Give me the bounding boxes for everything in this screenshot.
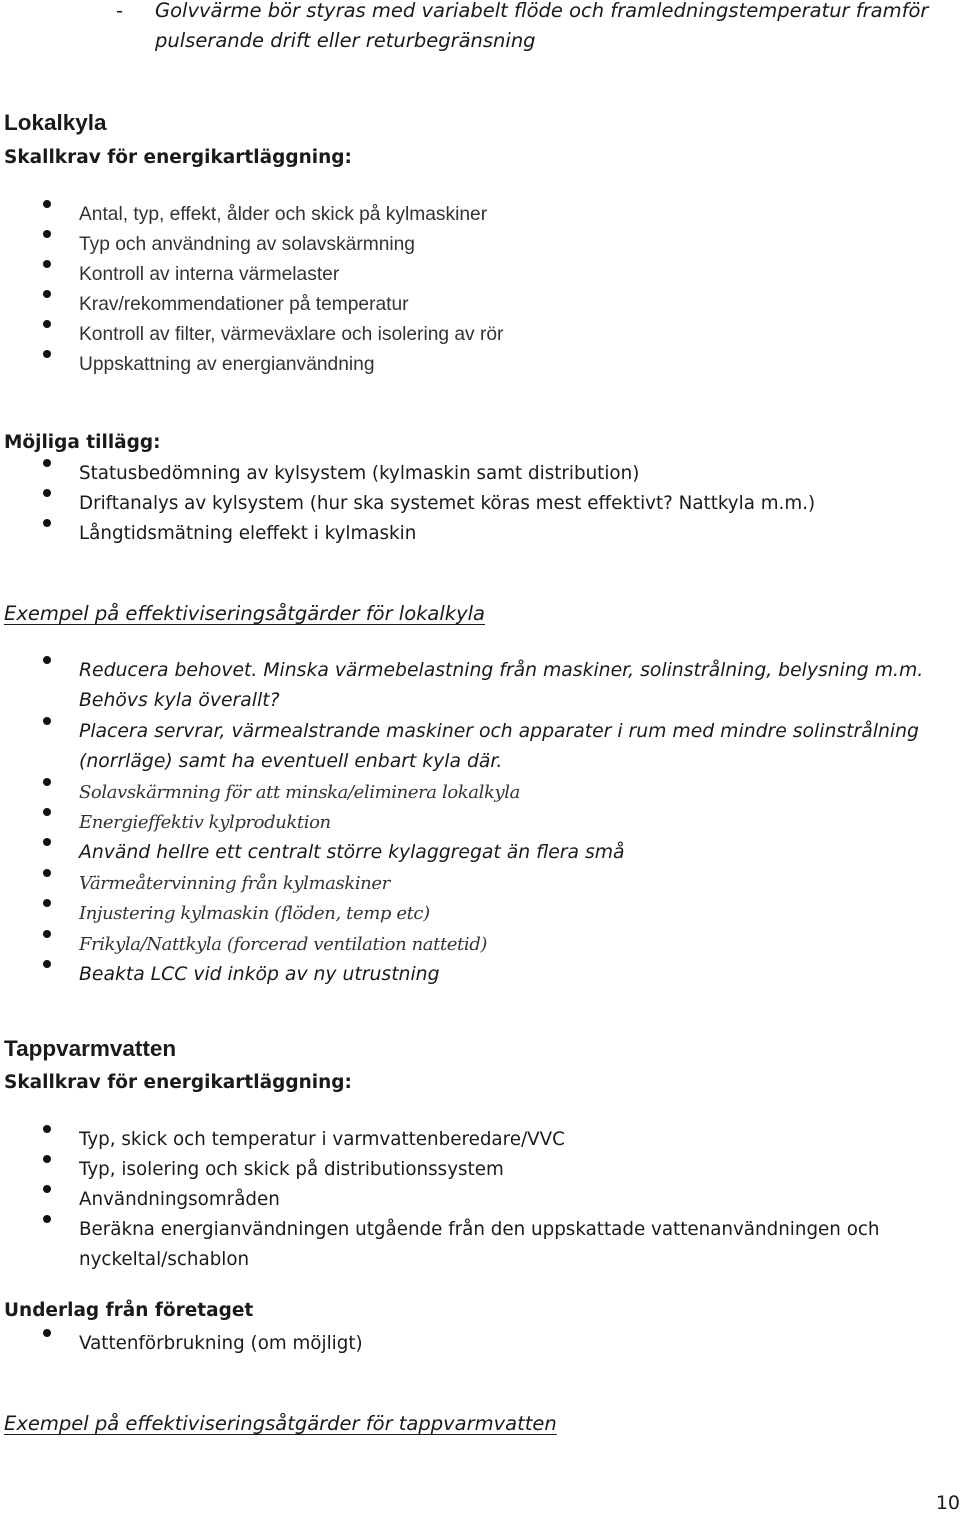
section-title-lokalkyla: Lokalkyla (4, 110, 107, 135)
list-item-text: Kontroll av filter, värmeväxlare och isolering av rör (79, 324, 504, 345)
bullet-icon (43, 717, 51, 725)
list-item (0, 656, 960, 717)
lokalkyla-additions-list (0, 459, 960, 549)
list-item (0, 717, 960, 778)
bullet-icon (43, 320, 51, 328)
lokalkyla-additions-heading: Möjliga tillägg: (4, 432, 161, 453)
lokalkyla-requirements-heading: Skallkrav för energikartläggning: (4, 147, 352, 168)
bullet-icon (43, 1329, 51, 1337)
list-item-text: Långtidsmätning eleffekt i kylmaskin (79, 523, 417, 544)
bullet-icon (43, 656, 51, 664)
bullet-icon (43, 869, 51, 877)
tappvarmvatten-company-list (0, 1329, 960, 1359)
list-item (0, 1125, 960, 1155)
list-item-text: Frikyla/Nattkyla (forcerad ventilation nattetid) (79, 933, 487, 955)
bullet-icon (43, 838, 51, 846)
bullet-icon (43, 200, 51, 208)
bullet-icon (43, 808, 51, 816)
list-item-text: Beakta LCC vid inköp av ny utrustning (79, 964, 440, 986)
list-item (0, 960, 960, 990)
list-item (0, 320, 960, 350)
list-item (0, 290, 960, 320)
bullet-icon (43, 1125, 51, 1133)
page-number: 10 (935, 1492, 960, 1514)
list-item-text: Krav/rekommendationer på temperatur (79, 294, 409, 315)
list-item (0, 1329, 960, 1359)
intro-text: Golvvärme bör styras med variabelt flöde och framledningstemperatur framför pulserande drift eller returbegränsning (155, 0, 929, 52)
list-item-text: Typ och användning av solavskärmning (79, 234, 415, 255)
list-item (0, 869, 960, 899)
bullet-icon (43, 489, 51, 497)
list-item-text: Uppskattning av energianvändning (79, 354, 375, 375)
list-item (0, 230, 960, 260)
tappvarmvatten-company-heading: Underlag från företaget (4, 1300, 254, 1321)
lokalkyla-measures-list (0, 656, 960, 990)
bullet-icon (43, 350, 51, 358)
list-item-text: Statusbedömning av kylsystem (kylmaskin samt distribution) (79, 463, 640, 484)
list-item (0, 1185, 960, 1215)
bullet-icon (43, 230, 51, 238)
bullet-icon (43, 260, 51, 268)
list-item (0, 200, 960, 230)
lokalkyla-requirements-list (0, 200, 960, 380)
list-item (0, 459, 960, 489)
list-item (0, 1215, 960, 1275)
list-item-text: Typ, isolering och skick på distributionssystem (79, 1159, 504, 1180)
list-item-text: Placera servrar, värmealstrande maskiner och apparater i rum med mindre solinstrålning (norrläge) samt ha eventuell enbart kyla där. (79, 720, 919, 773)
bullet-icon (43, 778, 51, 786)
list-item-text: Vattenförbrukning (om möjligt) (79, 1333, 363, 1354)
list-item-text: Användningsområden (79, 1189, 280, 1210)
bullet-icon (43, 899, 51, 907)
bullet-icon (43, 1185, 51, 1193)
list-item-text: Typ, skick och temperatur i varmvattenberedare/VVC (79, 1129, 565, 1150)
list-item (0, 260, 960, 290)
tappvarmvatten-requirements-heading: Skallkrav för energikartläggning: (4, 1072, 352, 1093)
bullet-icon (43, 459, 51, 467)
bullet-icon (43, 930, 51, 938)
list-item (0, 808, 960, 838)
list-item-text: Antal, typ, effekt, ålder och skick på kylmaskiner (79, 204, 488, 225)
bullet-icon (43, 519, 51, 527)
list-item-text: Värmeåtervinning från kylmaskiner (79, 872, 390, 894)
list-item (0, 1155, 960, 1185)
bullet-icon (43, 960, 51, 968)
section-title-tappvarmvatten: Tappvarmvatten (4, 1036, 177, 1061)
list-item-text: Beräkna energianvändningen utgående från den uppskattade vattenanvändningen och nyckeltal/schablon (79, 1219, 880, 1270)
list-item (0, 489, 960, 519)
bullet-icon (43, 1155, 51, 1163)
list-item (0, 838, 960, 868)
list-item-text: Solavskärmning för att minska/eliminera lokalkyla (79, 781, 520, 803)
lokalkyla-measures-heading: Exempel på effektiviseringsåtgärder för lokalkyla (4, 602, 485, 625)
bullet-icon (43, 1215, 51, 1223)
bullet-icon (43, 290, 51, 298)
list-item-text: Kontroll av interna värmelaster (79, 264, 340, 285)
tappvarmvatten-requirements-list (0, 1125, 960, 1275)
list-item-text: Använd hellre ett centralt större kylaggregat än flera små (79, 842, 625, 864)
list-item (0, 778, 960, 808)
list-item-text: Energieffektiv kylproduktion (79, 812, 331, 834)
list-item (0, 899, 960, 929)
list-item-text: Driftanalys av kylsystem (hur ska systemet köras mest effektivt? Nattkyla m.m.) (79, 493, 816, 514)
list-item (0, 350, 960, 380)
list-item-text: Injustering kylmaskin (flöden, temp etc) (79, 903, 430, 925)
list-item (0, 519, 960, 549)
list-item (0, 930, 960, 960)
dash-marker: - (116, 0, 124, 22)
tappvarmvatten-measures-heading: Exempel på effektiviseringsåtgärder för tappvarmvatten (4, 1412, 557, 1435)
list-item-text: Reducera behovet. Minska värmebelastning från maskiner, solinstrålning, belysning m.m. Behövs kyla överallt? (79, 660, 924, 712)
